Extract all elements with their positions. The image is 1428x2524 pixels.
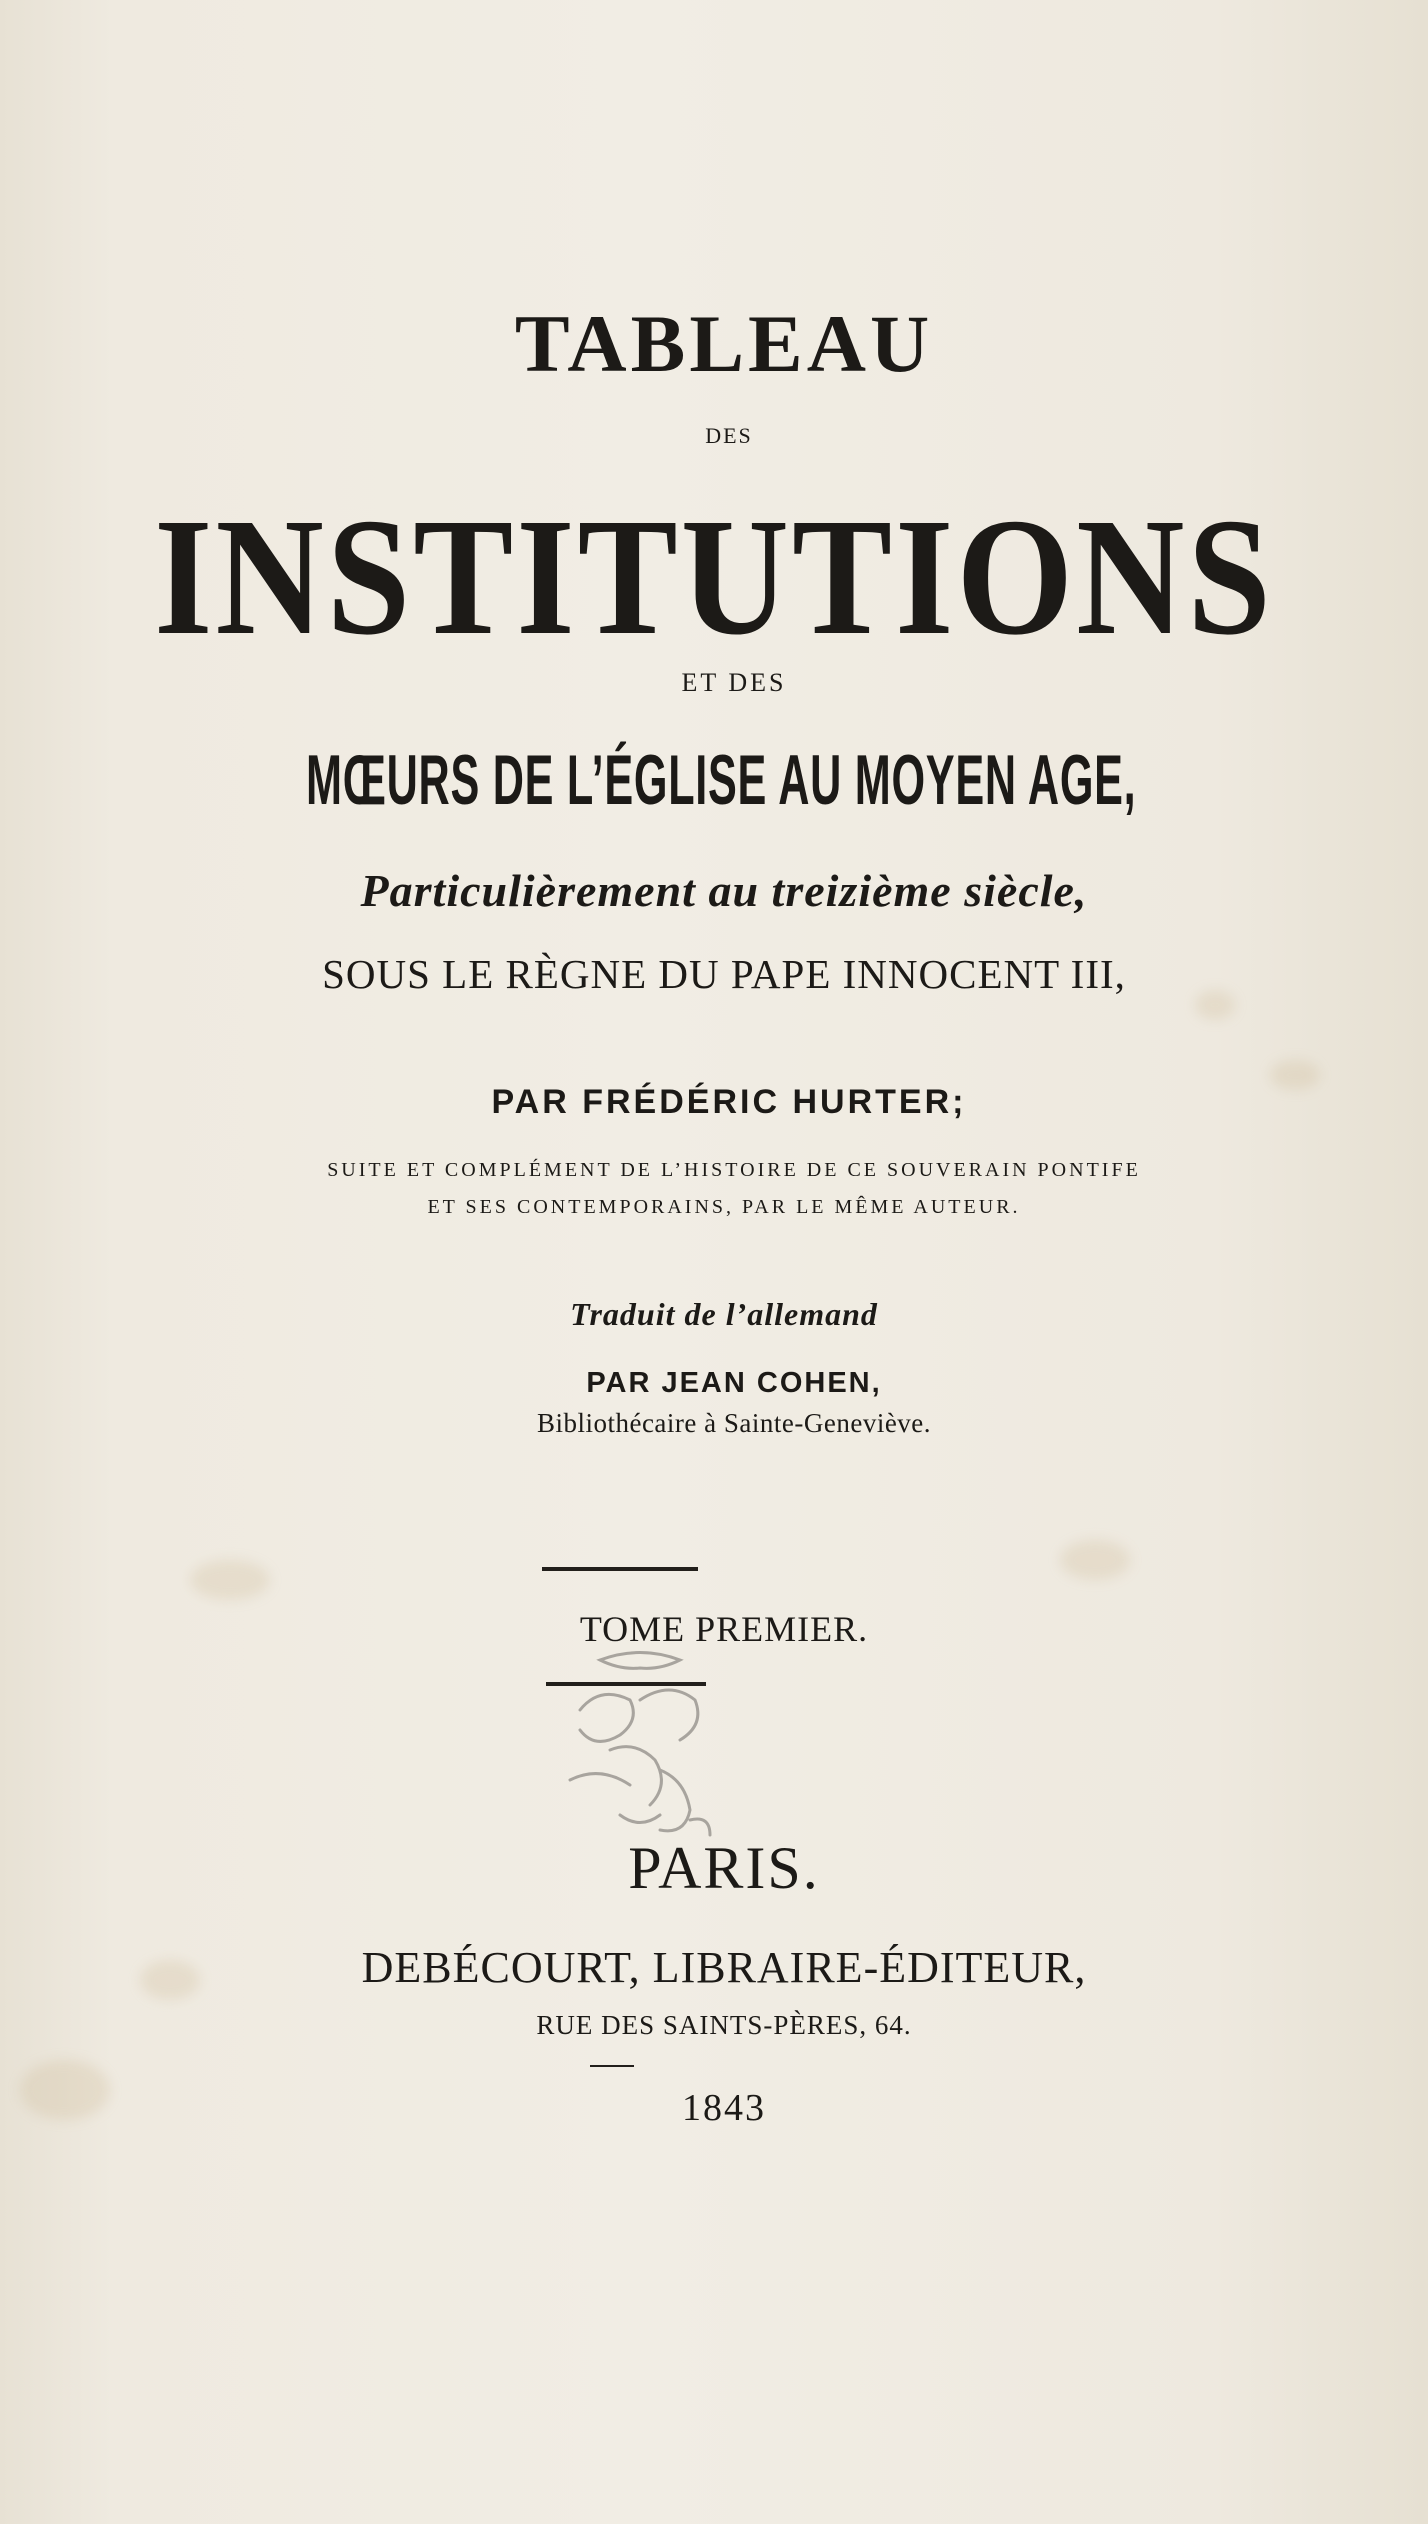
title-moeurs: MŒURS DE L’ÉGLISE AU MOYEN AGE, — [305, 740, 1137, 820]
title-tableau: TABLEAU — [514, 298, 934, 389]
divider-rule — [590, 2065, 634, 2067]
author-line: PAR FRÉDÉRIC HURTER; — [491, 1083, 967, 1121]
suite-line-1: SUITE ET COMPLÉMENT DE L’HISTOIRE DE CE SOUVERAIN PONTIFE — [327, 1159, 1141, 1181]
divider-rule — [542, 1567, 698, 1571]
imprint-address: RUE DES SAINTS-PÈRES, 64. — [536, 2010, 912, 2040]
translator-role: Bibliothécaire à Sainte-Geneviève. — [536, 1408, 932, 1438]
volume-label: TOME PREMIER. — [579, 1609, 869, 1649]
imprint-publisher: DEBÉCOURT, LIBRAIRE-ÉDITEUR, — [361, 1943, 1087, 1992]
translation-note: Traduit de l’allemand — [570, 1296, 878, 1332]
translator-line: PAR JEAN COHEN, — [586, 1367, 882, 1399]
title-et-des: ET DES — [681, 668, 787, 697]
library-stamp-icon — [540, 1640, 740, 1860]
imprint-year: 1843 — [682, 2087, 766, 2129]
paper-stain — [1060, 1540, 1130, 1580]
imprint-city: PARIS. — [628, 1835, 820, 1901]
title-des: DES — [705, 423, 753, 448]
subtitle-regne: SOUS LE RÈGNE DU PAPE INNOCENT III, — [322, 951, 1126, 997]
suite-line-2: ET SES CONTEMPORAINS, PAR LE MÊME AUTEUR. — [427, 1196, 1021, 1218]
paper-stain — [190, 1560, 270, 1600]
title-institutions: INSTITUTIONS — [154, 484, 1274, 670]
subtitle-particulierement: Particulièrement au treizième siècle, — [360, 865, 1088, 916]
